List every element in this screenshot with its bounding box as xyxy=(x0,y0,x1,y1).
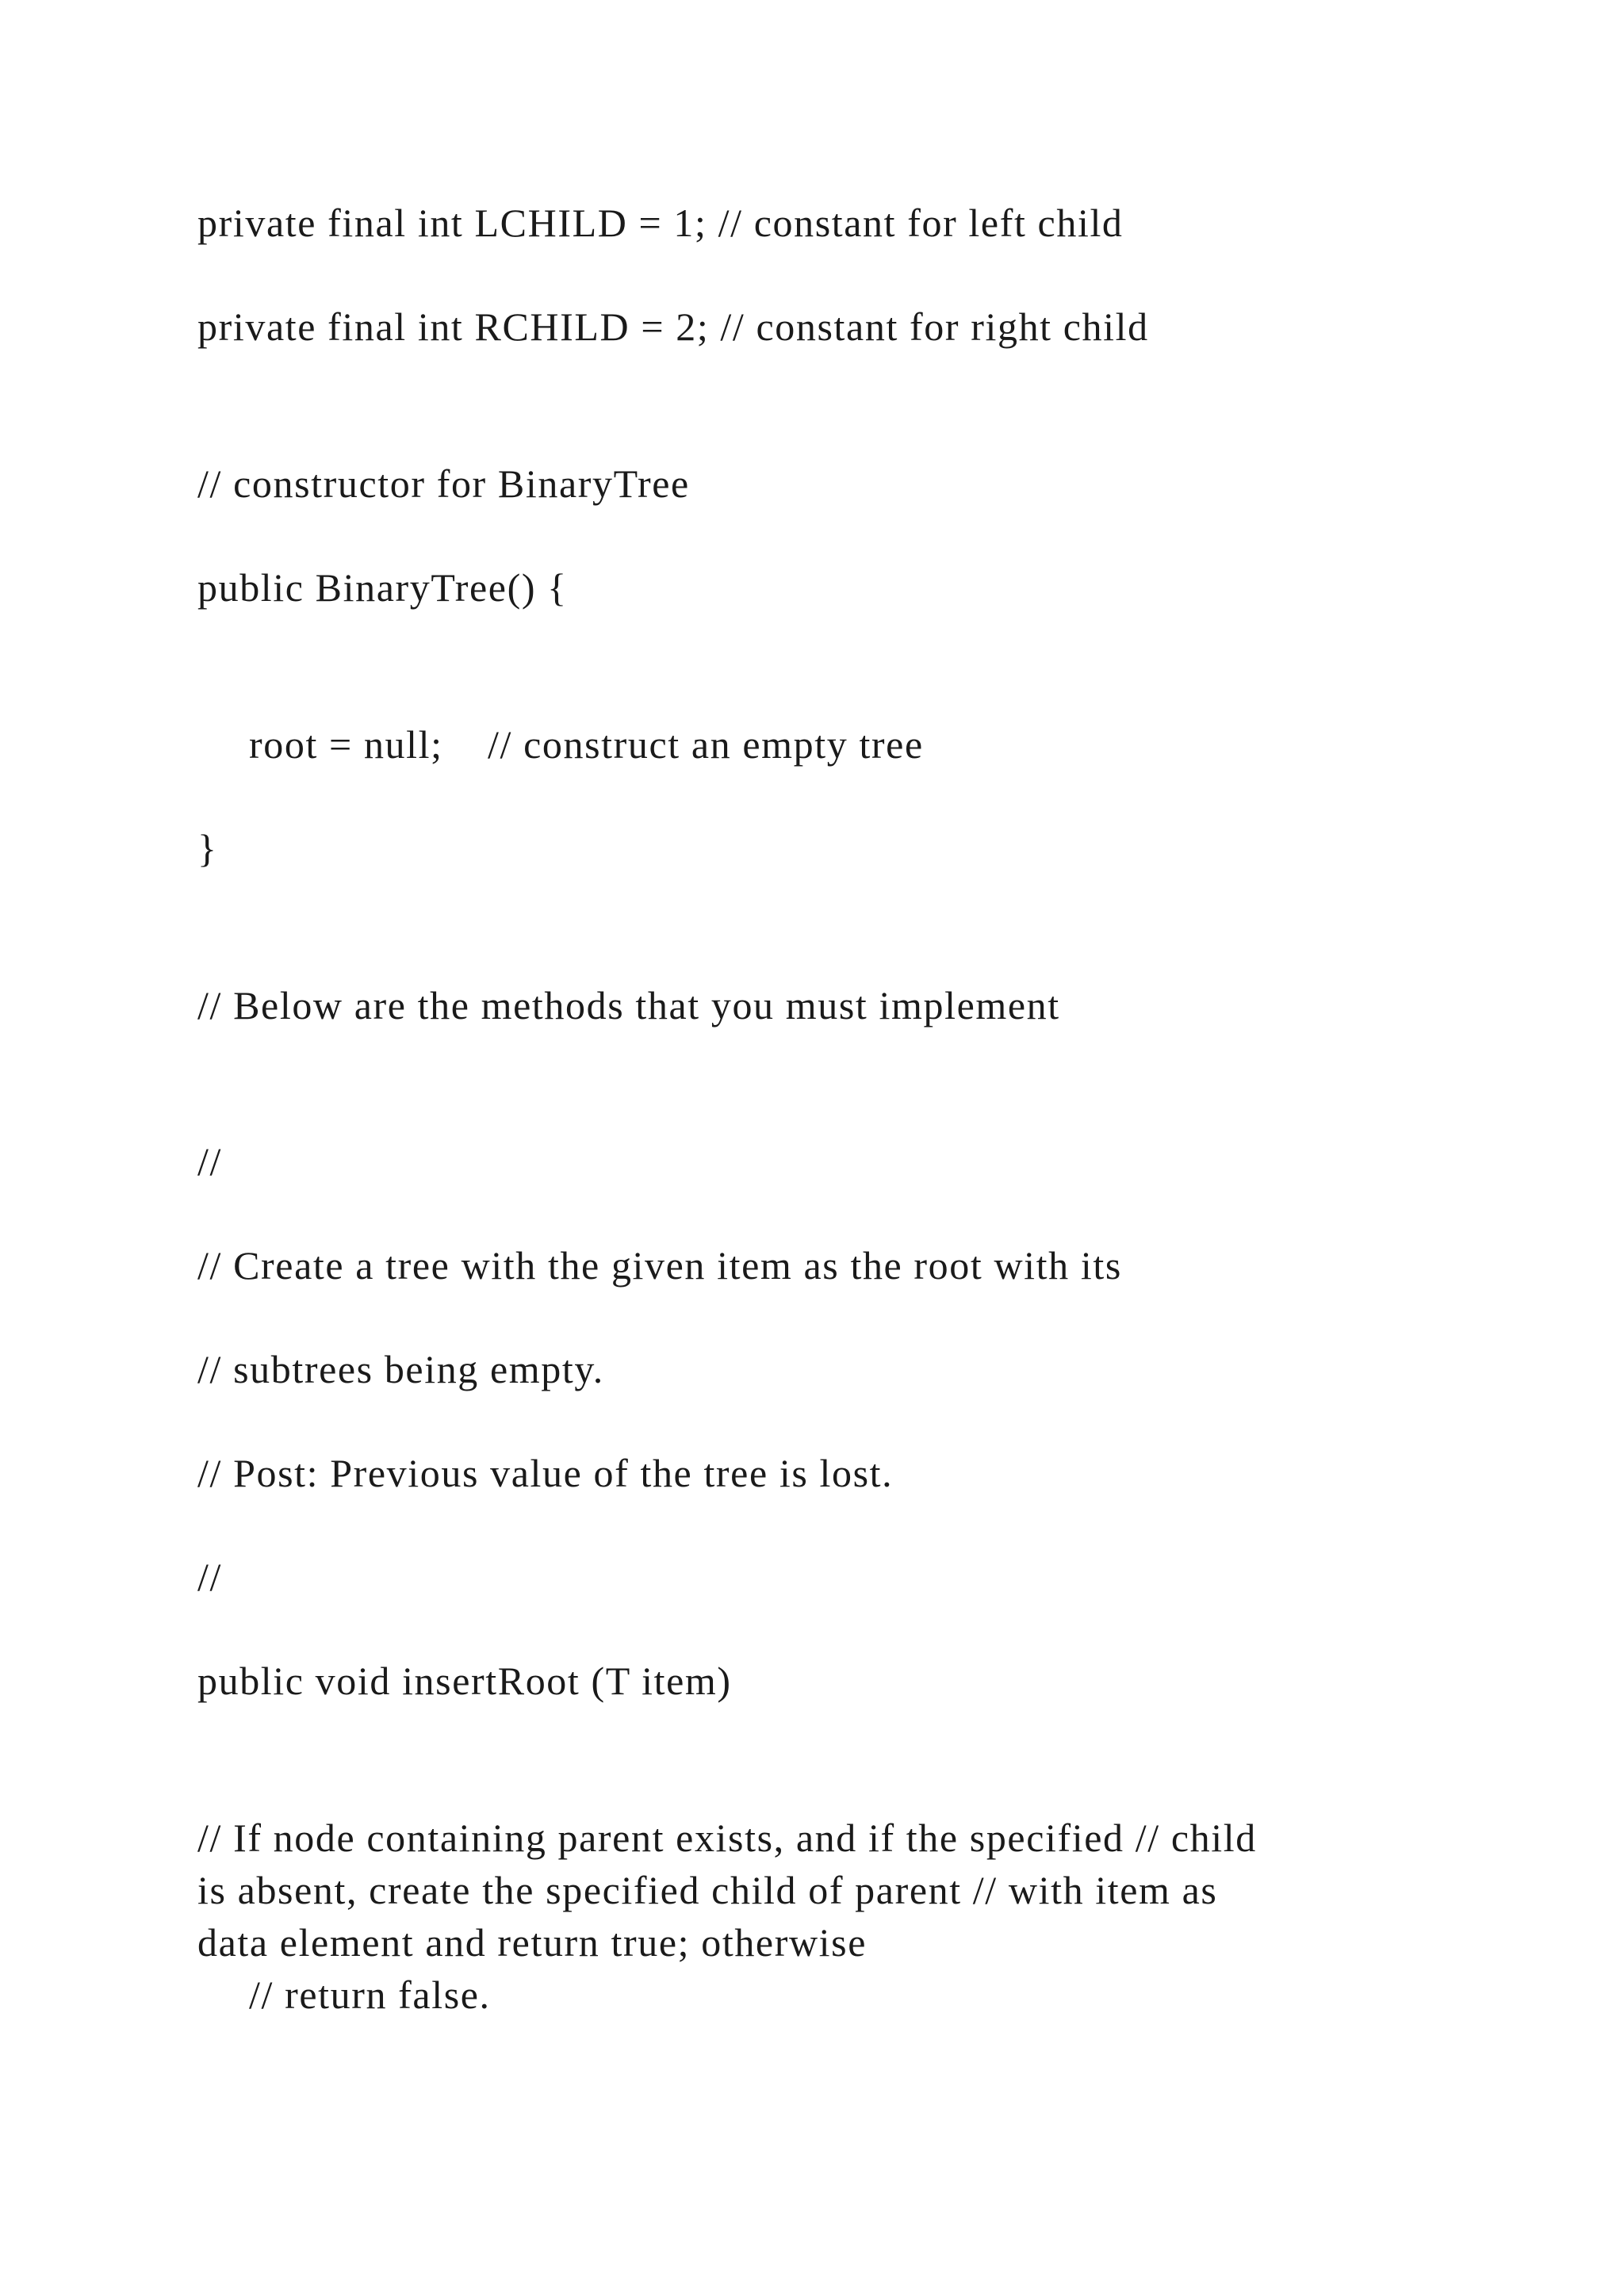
comment-post-condition: // Post: Previous value of the tree is lost. xyxy=(197,1451,894,1495)
code-line-closing-brace: } xyxy=(197,826,218,871)
code-line-lchild: private final int LCHILD = 1; // constant for left child xyxy=(197,201,1124,245)
comment-separator-2: // xyxy=(197,1555,222,1599)
comment-child-absent: is absent, create the specified child of parent // with item as xyxy=(197,1868,1218,1912)
comment-data-element: data element and return true; otherwise xyxy=(197,1920,868,1965)
comment-constructor: // constructor for BinaryTree xyxy=(197,461,690,506)
comment-methods-to-implement: // Below are the methods that you must implement xyxy=(197,983,1060,1027)
comment-return-false: // return false. xyxy=(249,1973,491,2017)
comment-separator-1: // xyxy=(197,1139,222,1184)
comment-subtrees-empty: // subtrees being empty. xyxy=(197,1347,604,1391)
code-line-insert-root: public void insertRoot (T item) xyxy=(197,1659,732,1703)
code-line-root-null: root = null; // construct an empty tree xyxy=(249,722,924,767)
code-line-constructor-signature: public BinaryTree() { xyxy=(197,565,568,610)
code-line-rchild: private final int RCHILD = 2; // constant for right child xyxy=(197,304,1149,349)
comment-create-tree: // Create a tree with the given item as the root with its xyxy=(197,1243,1122,1288)
comment-if-node-exists: // If node containing parent exists, and if the specified // child xyxy=(197,1816,1257,1860)
